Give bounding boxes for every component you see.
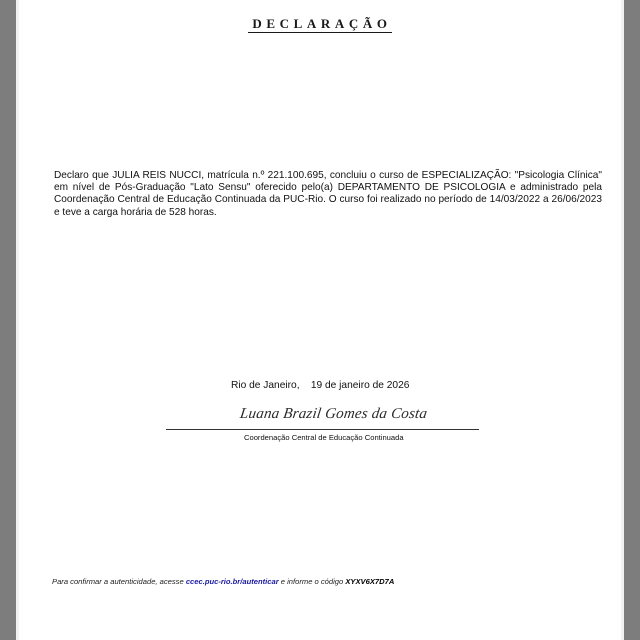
signature: Luana Brazil Gomes da Costa [238, 406, 429, 422]
body-line-4: e teve a carga horária de 528 horas. [54, 206, 217, 218]
body-line-3: Coordenação Central de Educação Continuada da PUC-Rio. O curso foi realizado no período de 14/03/2022 a 26/06/2023 [54, 194, 602, 206]
document-page [16, 0, 624, 640]
authenticity-footer [52, 577, 394, 586]
authentication-link[interactable]: ccec.puc-rio.br/autenticar [185, 577, 279, 586]
document-title: DECLARAÇÃO [248, 16, 391, 33]
signature-line [166, 429, 479, 430]
signature-caption: Coordenação Central de Educação Continuada [244, 433, 404, 442]
place-and-date: Rio de Janeiro, 19 de janeiro de 2026 [231, 380, 410, 391]
authentication-code: XYXV6X7D7A [345, 577, 395, 586]
body-line-2: em nível de Pós-Graduação "Lato Sensu" oferecido pelo(a) DEPARTAMENTO DE PSICOLOGIA e administrado pela [54, 182, 602, 194]
body-line-1: Declaro que JULIA REIS NUCCI, matrícula n.º 221.100.695, concluiu o curso de ESPECIALIZAÇÃO: "Psicologia Clínica" [54, 170, 602, 181]
declaration-body [54, 170, 602, 219]
footer-prefix: Para confirmar a autenticidade, acesse [52, 577, 186, 586]
document-title-container [16, 16, 624, 32]
footer-middle: e informe o código [278, 577, 346, 586]
